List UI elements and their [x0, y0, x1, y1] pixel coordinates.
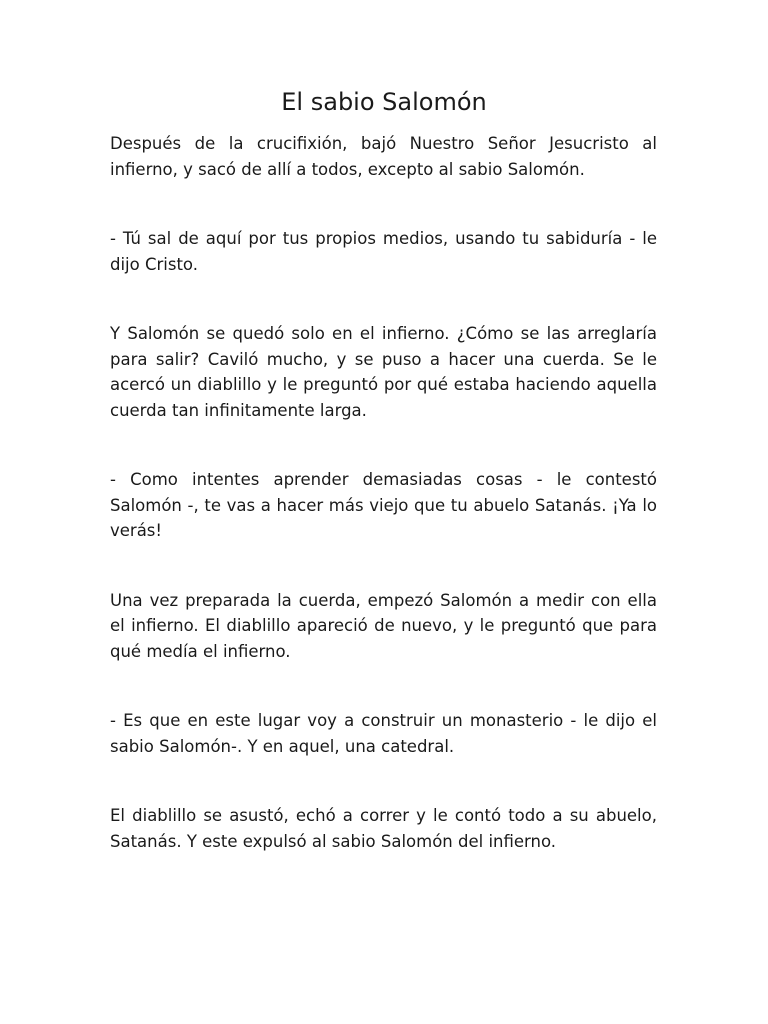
document-title: El sabio Salomón: [281, 88, 487, 116]
paragraph: - Tú sal de aquí por tus propios medios, usando tu sabiduría - le dijo Cristo.: [110, 229, 657, 274]
paragraph: Y Salomón se quedó solo en el infierno. ¿Cómo se las arreglaría para salir? Caviló mucho, y se puso a hacer una cuerda. Se le acercó un diablillo y le preguntó por qué estaba haciendo aquella cuerda tan infinitamente larga.: [110, 324, 657, 420]
paragraph: - Como intentes aprender demasiadas cosas - le contestó Salomón -, te vas a hacer más viejo que tu abuelo Satanás. ¡Ya lo verás!: [110, 470, 657, 540]
paragraph: Una vez preparada la cuerda, empezó Salomón a medir con ella el infierno. El diablillo apareció de nuevo, y le preguntó que para qué medía el infierno.: [110, 590, 657, 661]
paragraph: Después de la crucifixión, bajó Nuestro Señor Jesucristo al infierno, y sacó de allí a todos, excepto al sabio Salomón.: [110, 134, 657, 179]
document-body: [110, 131, 657, 898]
paragraph: El diablillo se asustó, echó a correr y le contó todo a su abuelo, Satanás. Y este expulsó al sabio Salomón del infierno.: [110, 806, 657, 851]
paragraph: - Es que en este lugar voy a construir un monasterio - le dijo el sabio Salomón-. Y en aquel, una catedral.: [110, 711, 657, 756]
